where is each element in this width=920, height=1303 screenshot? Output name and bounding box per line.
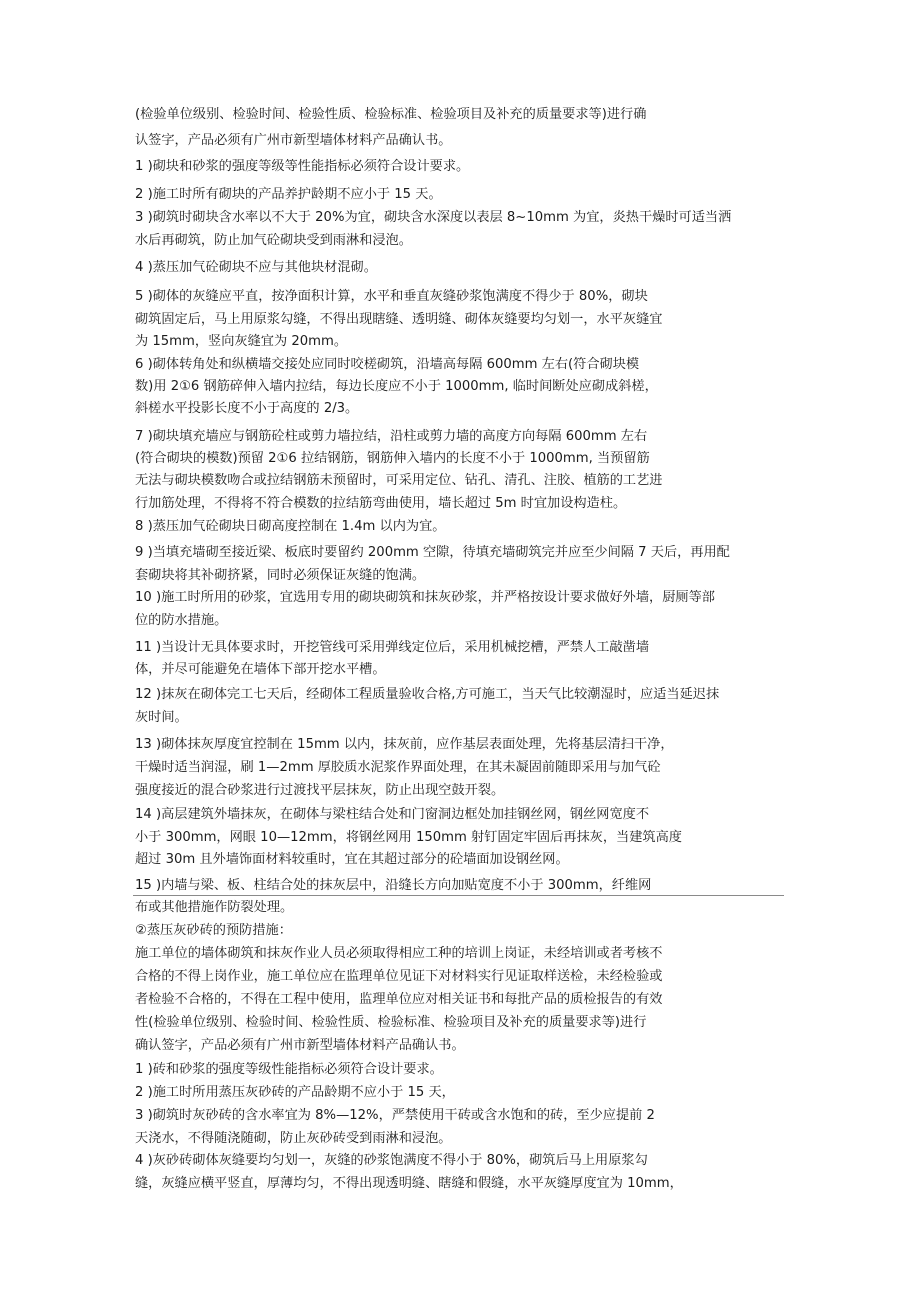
text-line: 天浇水，不得随浇随砌，防止灰砂砖受到雨淋和浸泡。 [135, 1131, 452, 1146]
text-line: 11 )当设计无具体要求时，开挖管线可采用弹线定位后，采用机械挖槽，严禁人工敲凿墙 [135, 640, 650, 655]
text-line: 3 )砌筑时砌块含水率以不大于 20%为宜，砌块含水深度以表层 8~10mm 为宜，炎热干燥时可适当洒 [135, 210, 732, 225]
text-line: 布或其他措施作防裂处理。 [135, 900, 294, 915]
text-line: 砌筑固定后，马上用原浆勾缝，不得出现瞎缝、透明缝、砌体灰缝要均匀划一，水平灰缝宜 [135, 312, 663, 327]
text-line: 7 )砌块填充墙应与钢筋砼柱或剪力墙拉结，沿柱或剪力墙的高度方向每隔 600mm 左右 [135, 429, 648, 444]
text-line: 施工单位的墙体砌筑和抹灰作业人员必须取得相应工种的培训上岗证，未经培训或者考核不 [135, 946, 663, 961]
text-line: (符合砌块的模数)预留 2①6 拉结钢筋，钢筋伸入墙内的长度不小于 1000mm, 当预留筋 [135, 451, 650, 466]
text-line: 2 )施工时所用蒸压灰砂砖的产品龄期不应小于 15 天， [135, 1085, 455, 1100]
text-line: 10 )施工时所用的砂浆，宜选用专用的砌块砌筑和抹灰砂浆，并严格按设计要求做好外墙，厨厕等部 [135, 590, 715, 605]
text-line: 灰时间。 [135, 710, 188, 725]
text-line: 2 )施工时所有砌块的产品养护龄期不应小于 15 天。 [135, 187, 442, 202]
text-line: ②蒸压灰砂砖的预防措施： [135, 923, 292, 938]
text-line: 数)用 2①6 钢筋碎伸入墙内拉结，每边长度应不小于 1000mm, 临时间断处应砌成斜槎， [135, 379, 658, 394]
text-line: 14 )高层建筑外墙抹灰，在砌体与梁柱结合处和门窗洞边框处加挂钢丝网，钢丝网宽度不 [135, 807, 650, 822]
text-line: 8 )蒸压加气砼砌块日砌高度控制在 1.4m 以内为宜。 [135, 519, 446, 534]
text-line: 位的防水措施。 [135, 613, 228, 628]
text-line: 小于 300mm，网眼 10—12mm，将钢丝网用 150mm 射钉固定牢固后再抹灰，当建筑高度 [135, 830, 682, 845]
text-line: 合格的不得上岗作业，施工单位应在监理单位见证下对材料实行见证取样送检，未经检验或 [135, 969, 663, 984]
text-line: 认签字，产品必须有广州市新型墙体材料产品确认书。 [135, 133, 452, 148]
text-line: 确认签字，产品必须有广州市新型墙体材料产品确认书。 [135, 1038, 465, 1053]
text-line: 体，并尽可能避免在墙体下部开挖水平槽。 [135, 662, 386, 677]
text-line: 水后再砌筑，防止加气砼砌块受到雨淋和浸泡。 [135, 233, 412, 248]
text-line: 1 )砌块和砂浆的强度等级等性能指标必须符合设计要求。 [135, 159, 470, 174]
text-line: 12 )抹灰在砌体完工七天后，经砌体工程质量验收合格,方可施工，当天气比较潮湿时，应适当延迟抹 [135, 687, 720, 702]
text-line: 为 15mm，竖向灰缝宜为 20mm。 [135, 334, 348, 349]
text-line: 超过 30m 且外墙饰面材料较重时，宜在其超过部分的砼墙面加设钢丝网。 [135, 852, 569, 867]
text-line: 强度接近的混合砂浆进行过渡找平层抹灰，防止出现空鼓开裂。 [135, 783, 505, 798]
text-line: 15 )内墙与梁、板、柱结合处的抹灰层中，沿缝长方向加贴宽度不小于 300mm，纤维网 [135, 878, 652, 893]
text-line: 1 )砖和砂浆的强度等级性能指标必须符合设计要求。 [135, 1062, 443, 1077]
text-line: 干燥时适当润湿，刷 1—2mm 厚胶质水泥浆作界面处理，在其未凝固前随即采用与加气砼 [135, 760, 661, 775]
text-line: 4 )灰砂砖砌体灰缝要均匀划一，灰缝的砂浆饱满度不得小于 80%，砌筑后马上用原浆勾 [135, 1153, 648, 1168]
text-line: 缝，灰缝应横平竖直，厚薄均匀，不得出现透明缝、瞎缝和假缝，水平灰缝厚度宜为 10mm， [135, 1176, 683, 1191]
text-line: 6 )砌体转角处和纵横墙交接处应同时咬槎砌筑，沿墙高每隔 600mm 左右(符合砌块模 [135, 357, 640, 372]
text-line: 13 )砌体抹灰厚度宜控制在 15mm 以内，抹灰前，应作基层表面处理，先将基层清扫干净， [135, 737, 674, 752]
text-line: 3 )砌筑时灰砂砖的含水率宜为 8%—12%，严禁使用干砖或含水饱和的砖，至少应提前 2 [135, 1108, 655, 1123]
text-line: 9 )当填充墙砌至接近梁、板底时要留约 200mm 空隙，待填充墙砌筑完并应至少间隔 7 天后，再用配 [135, 545, 730, 560]
text-line: 套砌块将其补砌挤紧，同时必须保证灰缝的饱满。 [135, 568, 426, 583]
text-line: 性(检验单位级别、检验时间、检验性质、检验标准、检验项目及补充的质量要求等)进行 [135, 1015, 647, 1030]
text-line: 4 )蒸压加气砼砌块不应与其他块材混砌。 [135, 260, 377, 275]
text-line: 5 )砌体的灰缝应平直，按净面积计算，水平和垂直灰缝砂浆饱满度不得少于 80%，砌块 [135, 289, 648, 304]
text-line: 斜槎水平投影长度不小于高度的 2/3。 [135, 401, 359, 416]
text-line: 者检验不合格的，不得在工程中使用，监理单位应对相关证书和每批产品的质检报告的有效 [135, 992, 663, 1007]
section-divider [133, 895, 784, 896]
text-line: (检验单位级别、检验时间、检验性质、检验标准、检验项目及补充的质量要求等)进行确 [135, 107, 647, 122]
text-line: 行加筋处理，不得将不符合模数的拉结筋弯曲使用，墙长超过 5m 时宜加设构造柱。 [135, 496, 627, 511]
text-line: 无法与砌块模数吻合或拉结钢筋未预留时，可采用定位、钻孔、清孔、注胶、植筋的工艺进 [135, 473, 663, 488]
